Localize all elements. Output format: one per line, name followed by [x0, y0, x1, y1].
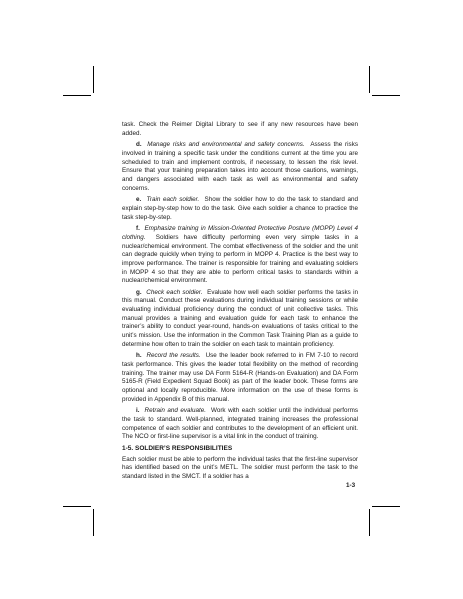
- paragraph-body: Assess the risks involved in training a specific task under the conditions current at the time you are scheduled to train and implement controls, if necessary, to lessen the risk level. Ensure that your training preparation takes into account those cautions, warnings, and dangers associated with each task as well as environmental and safety concerns.: [122, 141, 358, 192]
- document-body: [122, 121, 358, 485]
- paragraph-title: Emphasize training in Mission-Oriented Protective Posture (MOPP) Level 4 clothing.: [122, 225, 358, 241]
- crop-mark-top-right-horizontal: [372, 95, 400, 96]
- section-heading: 1-5. SOLDIER’S RESPONSIBILITIES: [122, 444, 233, 452]
- paragraph-label: d.: [136, 141, 142, 149]
- paragraph-d: [122, 141, 358, 193]
- crop-mark-bottom-left-vertical: [93, 509, 94, 536]
- paragraph-label: e.: [136, 196, 142, 204]
- paragraph-i: [122, 407, 358, 442]
- paragraph-title: Retrain and evaluate.: [144, 407, 206, 415]
- paragraph-label: i.: [136, 407, 140, 415]
- crop-mark-bottom-right-vertical: [369, 509, 370, 536]
- opening-paragraph: task. Check the Reimer Digital Library to see if any new resources have been added.: [122, 121, 358, 137]
- paragraph-body: Use the leader book referred to in FM 7-10 to record task performance. This gives the leader total flexibility on the method of recording training. The trainer may use DA Form 5164-R (Hands-on Evaluation) and DA Form 5165-R (Field Expedient Squad Book) as part of the leader book. These forms are optional and locally reproducible. More information on the use of these forms is provided in Appendix B of this manual.: [122, 352, 359, 403]
- page-number: 1-3: [346, 482, 356, 489]
- paragraph-label: g.: [136, 288, 142, 296]
- paragraph-f: [122, 225, 358, 286]
- paragraph-e: [122, 196, 358, 222]
- paragraph-label: f.: [136, 225, 140, 233]
- crop-mark-top-right-vertical: [369, 66, 370, 93]
- paragraph-body: Work with each soldier until the individual performs the task to standard. Well-planned, integrated training increases the professional competence of each soldier and contributes to the development of an efficient unit. The NCO or first-line supervisor is a vital link in the conduct of training.: [122, 407, 359, 441]
- paragraph-title: Train each soldier.: [146, 196, 200, 204]
- paragraph-title: Manage risks and environmental and safety concerns.: [147, 141, 305, 149]
- paragraph-title: Record the results.: [146, 352, 201, 360]
- crop-mark-top-left-vertical: [93, 66, 94, 93]
- section-paragraph: Each soldier must be able to perform the individual tasks that the first-line supervisor has identified based on the unit’s METL. The soldier must perform the task to the standard listed in the SMCT. If a soldier has a: [122, 455, 358, 480]
- paragraph-title: Check each soldier.: [146, 288, 203, 296]
- paragraph-body: Soldiers have difficulty performing even very simple tasks in a nuclear/chemical environment. The combat effectiveness of the soldier and the unit can degrade quickly when trying to perform in MOPP 4. Practice is the best way to improve performance. The trainer is responsible for training and evaluating soldiers in MOPP 4 so that they are able to perform critical tasks to standards within a nuclear/chemical environment.: [122, 233, 358, 285]
- crop-mark-bottom-left-horizontal: [63, 506, 91, 507]
- paragraph-body: Evaluate how well each soldier performs the tasks in this manual. Conduct these evaluations during individual training sessions or while evaluating individual proficiency during the conduct of unit collective tasks. This manual provides a training and evaluation guide for each task to enhance the trainer’s ability to conduct year-round, hands-on evaluations of tasks critical to the unit’s mission. Use the information in the Common Task Training Plan as a guide to determine how often to train the soldier on each task to maintain proficiency.: [122, 288, 359, 348]
- paragraph-label: h.: [136, 352, 142, 360]
- crop-mark-bottom-right-horizontal: [372, 506, 400, 507]
- paragraph-h: [122, 352, 358, 404]
- paragraph-g: [122, 289, 358, 350]
- crop-mark-top-left-horizontal: [63, 95, 91, 96]
- paragraph-body: Show the soldier how to do the task to standard and explain step-by-step how to do the task. Give each soldier a chance to practice the task step-by-step.: [122, 196, 359, 221]
